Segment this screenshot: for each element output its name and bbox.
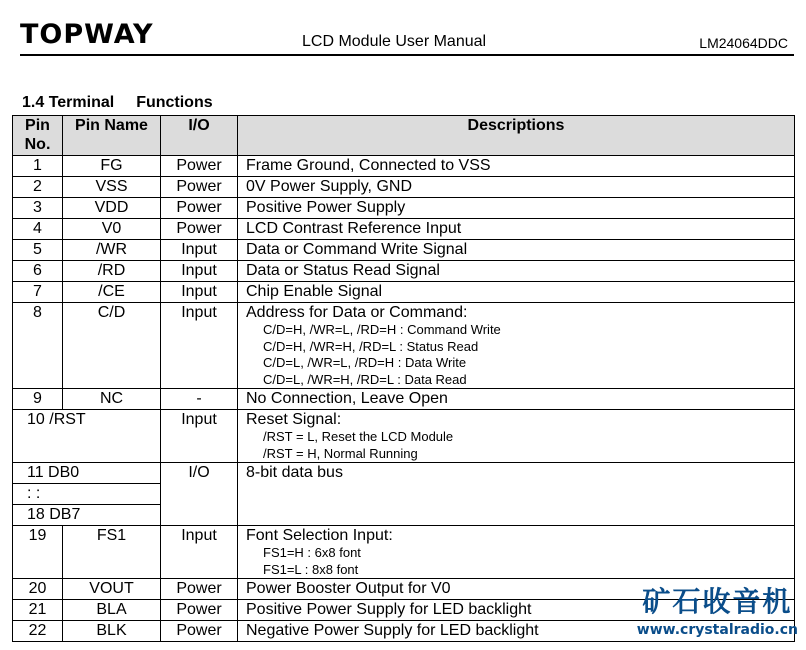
pin-io: Power: [161, 219, 238, 240]
table-row: [13, 463, 795, 484]
pin-desc: Data or Status Read Signal: [238, 261, 795, 282]
header-descriptions: Descriptions: [238, 116, 795, 156]
header-pin-name: Pin Name: [63, 116, 161, 156]
pin-desc: 8-bit data bus: [238, 463, 795, 526]
pin-desc-detail: /RST = L, Reset the LCD Module: [263, 429, 454, 444]
pin-desc-cell: [238, 526, 795, 579]
table-row: [13, 282, 795, 303]
header-rule: [20, 54, 794, 56]
pin-no-name: 11 DB0: [13, 463, 161, 484]
pin-io: Input: [161, 410, 238, 463]
pin-desc-detail: FS1=H : 6x8 font: [263, 545, 361, 560]
table-row: [13, 177, 795, 198]
section-number: 1.4 Terminal: [22, 94, 115, 111]
page-header: [0, 0, 806, 56]
pin-desc-detail: C/D=H, /WR=H, /RD=L : Status Read: [263, 338, 479, 354]
pin-io: Input: [161, 261, 238, 282]
pin-io: Input: [161, 303, 238, 389]
pin-no: 4: [13, 219, 63, 240]
pin-no: 8: [13, 303, 63, 389]
pin-desc: 0V Power Supply, GND: [238, 177, 795, 198]
watermark: [636, 585, 798, 638]
pin-desc: Chip Enable Signal: [238, 282, 795, 303]
table-row: [13, 261, 795, 282]
pin-no: 9: [13, 389, 63, 410]
pin-name: VDD: [63, 198, 161, 219]
table-row: [13, 303, 795, 389]
pin-desc: No Connection, Leave Open: [238, 389, 795, 410]
pin-name: /RD: [63, 261, 161, 282]
pin-ellipsis: : :: [13, 484, 161, 505]
pin-name: VSS: [63, 177, 161, 198]
pin-io: Power: [161, 600, 238, 621]
pin-desc-cell: [238, 303, 795, 389]
table-row: [13, 198, 795, 219]
pin-io: Power: [161, 156, 238, 177]
pin-no-name: 10 /RST: [13, 410, 161, 463]
table-row: [13, 240, 795, 261]
pin-desc-detail: C/D=L, /WR=H, /RD=L : Data Read: [263, 371, 467, 387]
pin-name: FG: [63, 156, 161, 177]
pin-desc: LCD Contrast Reference Input: [238, 219, 795, 240]
pin-no: 3: [13, 198, 63, 219]
pin-no: 2: [13, 177, 63, 198]
pin-name: FS1: [63, 526, 161, 579]
header-pin-no: Pin No.: [13, 116, 63, 156]
section-title: [22, 95, 213, 111]
terminal-functions-table: [12, 115, 795, 642]
pin-desc: Positive Power Supply for LED backlight: [238, 600, 795, 621]
pin-name: BLK: [63, 621, 161, 642]
watermark-text: 矿石收音机: [642, 585, 793, 618]
pin-desc: Power Booster Output for V0: [238, 579, 795, 600]
pin-name: V0: [63, 219, 161, 240]
pin-no: 21: [13, 600, 63, 621]
pin-desc: Frame Ground, Connected to VSS: [238, 156, 795, 177]
pin-desc-detail: C/D=L, /WR=L, /RD=H : Data Write: [263, 355, 467, 370]
pin-io: Power: [161, 579, 238, 600]
pin-no: 6: [13, 261, 63, 282]
pin-no: 1: [13, 156, 63, 177]
pin-desc-detail: /RST = H, Normal Running: [263, 445, 418, 461]
pin-no: 7: [13, 282, 63, 303]
pin-io: Power: [161, 198, 238, 219]
pin-desc-cell: [238, 410, 795, 463]
pin-desc: Reset Signal:: [246, 411, 342, 428]
pin-desc: Address for Data or Command:: [246, 304, 468, 321]
pin-name: /CE: [63, 282, 161, 303]
pin-desc-detail: C/D=H, /WR=L, /RD=H : Command Write: [263, 322, 501, 337]
section-name: Functions: [136, 94, 213, 111]
pin-desc-detail: FS1=L : 8x8 font: [263, 561, 359, 577]
pin-no: 20: [13, 579, 63, 600]
brand-logo: TOPWAY: [20, 19, 154, 50]
document-title: LCD Module User Manual: [302, 33, 487, 50]
pin-io: Power: [161, 177, 238, 198]
table-row: [13, 410, 795, 463]
table-row: [13, 156, 795, 177]
pin-io: Input: [161, 240, 238, 261]
table-row: [13, 389, 795, 410]
header-io: I/O: [161, 116, 238, 156]
pin-name: NC: [63, 389, 161, 410]
pin-name: BLA: [63, 600, 161, 621]
pin-io: I/O: [161, 463, 238, 526]
pin-name: C/D: [63, 303, 161, 389]
pin-io: Input: [161, 526, 238, 579]
pin-desc: Font Selection Input:: [246, 527, 393, 544]
pin-io: -: [161, 389, 238, 410]
pin-desc: Negative Power Supply for LED backlight: [238, 621, 795, 642]
table-row: [13, 526, 795, 579]
pin-no: 22: [13, 621, 63, 642]
pin-io: Input: [161, 282, 238, 303]
watermark-url: www.crystalradio.cn: [636, 622, 798, 638]
pin-desc: Data or Command Write Signal: [238, 240, 795, 261]
pin-name: VOUT: [63, 579, 161, 600]
pin-no: 5: [13, 240, 63, 261]
pin-desc: Positive Power Supply: [238, 198, 795, 219]
pin-name: /WR: [63, 240, 161, 261]
pin-no: 19: [13, 526, 63, 579]
pin-no-name: 18 DB7: [13, 505, 161, 526]
pin-io: Power: [161, 621, 238, 642]
model-number: LM24064DDC: [699, 35, 788, 51]
table-header-row: [13, 116, 795, 156]
table-row: [13, 219, 795, 240]
